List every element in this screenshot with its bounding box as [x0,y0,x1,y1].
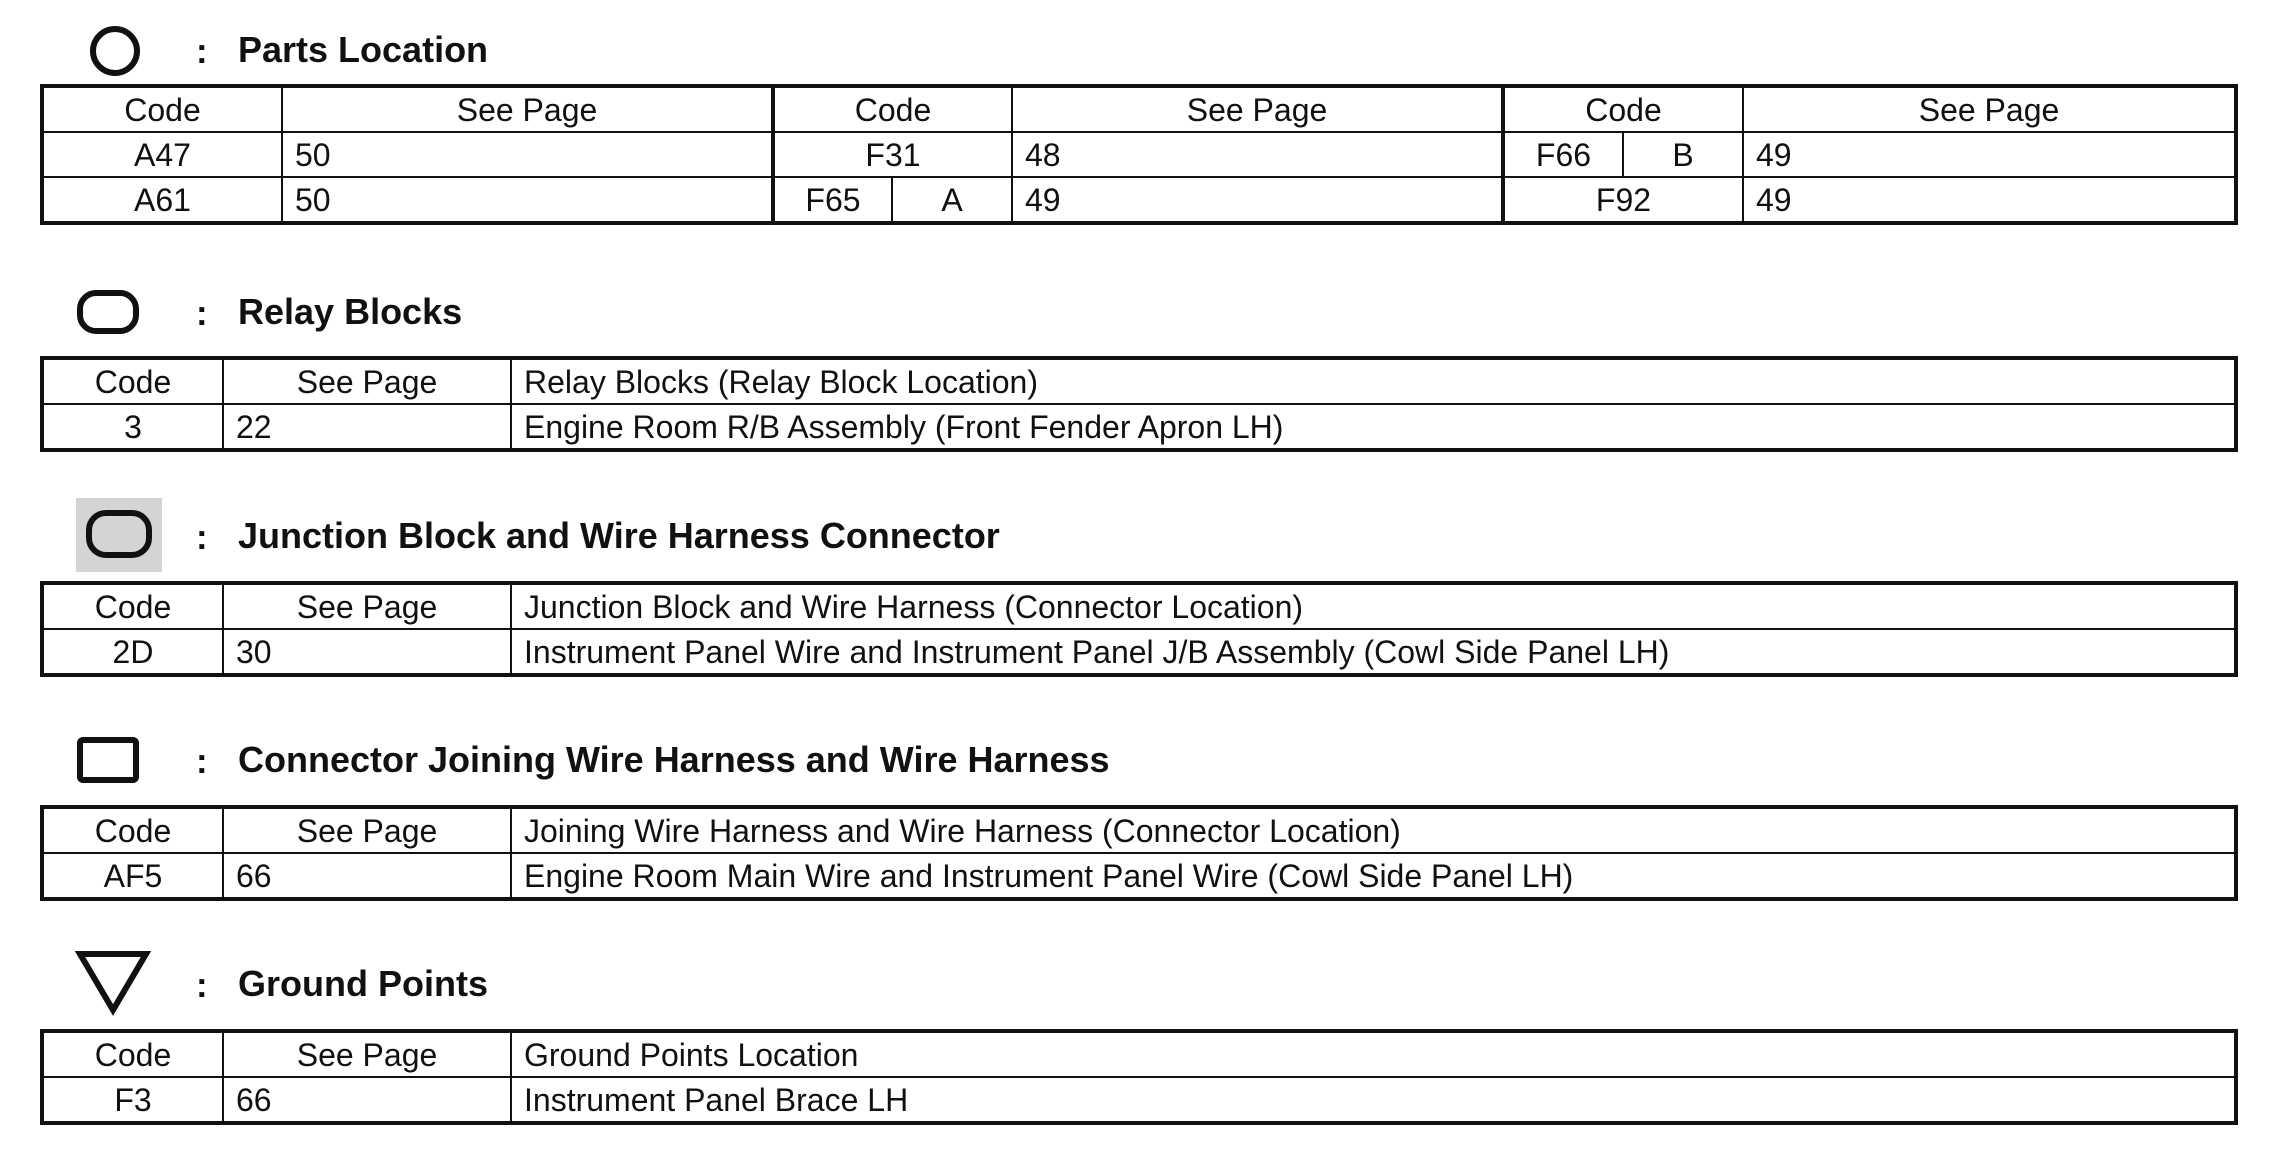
circle-icon [88,24,142,78]
see-page-header: See Page [223,1032,511,1077]
table-header-row [43,808,2235,853]
connector-joining-heading [0,724,1300,804]
description-cell: Instrument Panel Brace LH [511,1077,2235,1122]
description-header: Relay Blocks (Relay Block Location) [511,359,2235,404]
code-cell: F66 [1503,132,1623,177]
rounded-rect-icon [76,289,140,335]
see-page-header: See Page [1012,87,1503,132]
description-header: Ground Points Location [511,1032,2235,1077]
page-cell: 50 [282,132,773,177]
page-cell: 50 [282,177,773,222]
description-cell: Engine Room R/B Assembly (Front Fender Apron LH) [511,404,2235,449]
code-cell: A47 [43,132,282,177]
table-row [43,132,2235,177]
page-cell: 49 [1743,132,2235,177]
triangle-down-icon [74,948,152,1016]
section-title: Parts Location [238,29,489,70]
see-page-header: See Page [282,87,773,132]
code-cell: F92 [1503,177,1743,222]
table-header-row [43,1032,2235,1077]
see-page-header: See Page [223,584,511,629]
code-cell: F31 [773,132,1012,177]
table-row [43,404,2235,449]
page-cell: 49 [1012,177,1503,222]
ground-points-heading [0,948,700,1028]
see-page-header: See Page [223,808,511,853]
heading-colon: : [196,294,208,333]
code-cell: 3 [43,404,223,449]
section-title: Relay Blocks [238,291,463,332]
parts-location-heading [0,14,700,94]
junction-block-table [42,583,2236,675]
description-cell: Instrument Panel Wire and Instrument Panel J/B Assembly (Cowl Side Panel LH) [511,629,2235,674]
page-cell: 48 [1012,132,1503,177]
heading-colon: : [196,966,208,1005]
shaded-rounded-rect-icon [76,498,162,572]
table-row [43,853,2235,898]
page-cell: 22 [223,404,511,449]
code-header: Code [773,87,1012,132]
code-cell: AF5 [43,853,223,898]
code-cell: F65 [773,177,892,222]
code-cell: F3 [43,1077,223,1122]
heading-colon: : [196,742,208,781]
description-cell: Engine Room Main Wire and Instrument Panel Wire (Cowl Side Panel LH) [511,853,2235,898]
connector-joining-table [42,807,2236,899]
code-header: Code [43,808,223,853]
see-page-header: See Page [223,359,511,404]
sub-code-cell: B [1623,132,1743,177]
parts-location-table [42,86,2236,223]
table-header-row [43,87,2235,132]
section-title: Junction Block and Wire Harness Connector [238,515,1000,556]
heading-colon: : [196,518,208,557]
table-row [43,629,2235,674]
table-row [43,177,2235,222]
code-header: Code [1503,87,1743,132]
page-cell: 66 [223,1077,511,1122]
section-title: Ground Points [238,963,488,1004]
code-cell: 2D [43,629,223,674]
page-cell: 66 [223,853,511,898]
code-header: Code [43,584,223,629]
table-row [43,1077,2235,1122]
heading-colon: : [196,32,208,71]
rectangle-icon [76,736,140,784]
ground-points-table [42,1031,2236,1123]
code-header: Code [43,1032,223,1077]
relay-blocks-heading [0,276,700,356]
page-cell: 30 [223,629,511,674]
see-page-header: See Page [1743,87,2235,132]
page-cell: 49 [1743,177,2235,222]
table-header-row [43,359,2235,404]
relay-blocks-table [42,358,2236,450]
code-header: Code [43,87,282,132]
code-header: Code [43,359,223,404]
description-header: Joining Wire Harness and Wire Harness (Connector Location) [511,808,2235,853]
table-header-row [43,584,2235,629]
sub-code-cell: A [892,177,1012,222]
section-title: Connector Joining Wire Harness and Wire Harness [238,739,1110,780]
code-cell: A61 [43,177,282,222]
junction-block-heading [0,498,1200,578]
description-header: Junction Block and Wire Harness (Connector Location) [511,584,2235,629]
